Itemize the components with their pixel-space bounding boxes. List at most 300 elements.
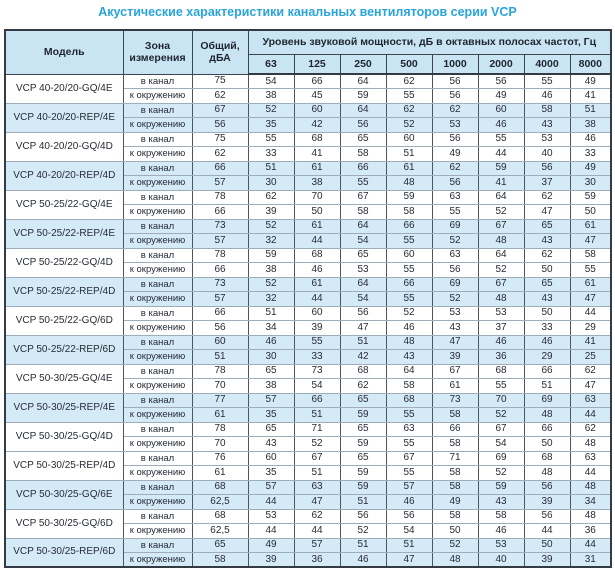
row-duct: [5, 190, 611, 205]
band-value-2000: 59: [478, 161, 524, 176]
band-value-250: 59: [340, 408, 386, 423]
total-dba-value: 62,5: [192, 495, 248, 510]
page-title: Акустические характеристики канальных вентиляторов серии VCP: [98, 5, 517, 19]
band-value-63: 62: [248, 190, 294, 205]
band-value-125: 61: [294, 277, 340, 292]
band-value-125: 63: [294, 480, 340, 495]
zone-label: в канал: [123, 248, 192, 263]
band-value-250: 51: [340, 495, 386, 510]
band-value-63: 32: [248, 292, 294, 307]
band-value-4000: 39: [524, 553, 570, 568]
band-value-4000: 50: [524, 538, 570, 553]
band-value-500: 67: [386, 451, 432, 466]
band-value-8000: 38: [570, 118, 611, 133]
band-value-2000: 60: [478, 103, 524, 118]
band-value-2000: 55: [478, 132, 524, 147]
band-value-1000: 63: [432, 190, 478, 205]
band-value-2000: 67: [478, 277, 524, 292]
band-value-4000: 66: [524, 364, 570, 379]
zone-label: к окружению: [123, 321, 192, 336]
band-value-4000: 50: [524, 306, 570, 321]
band-value-2000: 52: [478, 408, 524, 423]
band-value-125: 68: [294, 132, 340, 147]
band-value-125: 57: [294, 538, 340, 553]
band-value-8000: 36: [570, 524, 611, 539]
band-value-1000: 56: [432, 176, 478, 191]
band-value-8000: 29: [570, 321, 611, 336]
band-value-2000: 37: [478, 321, 524, 336]
header-freq-1000: 1000: [432, 54, 478, 74]
zone-label: в канал: [123, 219, 192, 234]
band-value-63: 39: [248, 553, 294, 568]
band-value-250: 47: [340, 321, 386, 336]
band-value-4000: 58: [524, 103, 570, 118]
row-duct: [5, 393, 611, 408]
band-value-250: 66: [340, 161, 386, 176]
total-dba-value: 68: [192, 480, 248, 495]
band-value-8000: 62: [570, 422, 611, 437]
band-value-63: 34: [248, 321, 294, 336]
band-value-63: 38: [248, 89, 294, 104]
band-value-1000: 53: [432, 118, 478, 133]
band-value-4000: 53: [524, 132, 570, 147]
total-dba-value: 65: [192, 538, 248, 553]
band-value-1000: 56: [432, 132, 478, 147]
band-value-2000: 46: [478, 524, 524, 539]
band-value-8000: 30: [570, 176, 611, 191]
band-value-125: 44: [294, 524, 340, 539]
band-value-2000: 46: [478, 118, 524, 133]
band-value-63: 51: [248, 161, 294, 176]
header-octave-bands: Уровень звуковой мощности, дБ в октавных полосах частот, Гц: [248, 30, 611, 54]
total-dba-value: 56: [192, 321, 248, 336]
zone-label: в канал: [123, 277, 192, 292]
band-value-125: 50: [294, 205, 340, 220]
total-dba-value: 51: [192, 350, 248, 365]
band-value-8000: 59: [570, 190, 611, 205]
band-value-1000: 63: [432, 248, 478, 263]
band-value-63: 57: [248, 480, 294, 495]
band-value-8000: 41: [570, 335, 611, 350]
band-value-8000: 48: [570, 437, 611, 452]
band-value-125: 46: [294, 263, 340, 278]
row-duct: [5, 103, 611, 118]
zone-label: в канал: [123, 364, 192, 379]
band-value-125: 52: [294, 437, 340, 452]
band-value-1000: 52: [432, 538, 478, 553]
header-freq-4000: 4000: [524, 54, 570, 74]
model-name: VCP 40-20/20-REP/4E: [5, 103, 123, 132]
band-value-8000: 61: [570, 277, 611, 292]
total-dba-value: 57: [192, 234, 248, 249]
model-name: VCP 50-30/25-GQ/6D: [5, 509, 123, 538]
band-value-8000: 25: [570, 350, 611, 365]
band-value-500: 68: [386, 393, 432, 408]
band-value-8000: 47: [570, 234, 611, 249]
band-value-125: 33: [294, 350, 340, 365]
band-value-4000: 43: [524, 118, 570, 133]
band-value-250: 59: [340, 89, 386, 104]
band-value-500: 66: [386, 219, 432, 234]
band-value-2000: 55: [478, 379, 524, 394]
total-dba-value: 67: [192, 103, 248, 118]
zone-label: в канал: [123, 103, 192, 118]
band-value-125: 61: [294, 219, 340, 234]
total-dba-value: 62: [192, 89, 248, 104]
band-value-4000: 50: [524, 263, 570, 278]
band-value-2000: 43: [478, 495, 524, 510]
model-name: VCP 50-25/22-REP/4D: [5, 277, 123, 306]
band-value-125: 39: [294, 321, 340, 336]
band-value-500: 55: [386, 437, 432, 452]
row-duct: [5, 364, 611, 379]
band-value-2000: 53: [478, 306, 524, 321]
model-name: VCP 40-20/20-REP/4D: [5, 161, 123, 190]
band-value-250: 52: [340, 524, 386, 539]
band-value-8000: 46: [570, 132, 611, 147]
band-value-4000: 55: [524, 74, 570, 89]
header-freq-500: 500: [386, 54, 432, 74]
band-value-4000: 56: [524, 509, 570, 524]
band-value-500: 66: [386, 277, 432, 292]
band-value-4000: 29: [524, 350, 570, 365]
band-value-250: 58: [340, 147, 386, 162]
band-value-2000: 41: [478, 176, 524, 191]
band-value-250: 59: [340, 480, 386, 495]
band-value-500: 61: [386, 161, 432, 176]
band-value-2000: 59: [478, 480, 524, 495]
band-value-125: 55: [294, 335, 340, 350]
band-value-250: 42: [340, 350, 386, 365]
band-value-63: 52: [248, 219, 294, 234]
band-value-4000: 48: [524, 466, 570, 481]
band-value-1000: 73: [432, 393, 478, 408]
model-name: VCP 50-30/25-REP/4D: [5, 451, 123, 480]
band-value-1000: 58: [432, 509, 478, 524]
zone-label: к окружению: [123, 89, 192, 104]
band-value-500: 54: [386, 524, 432, 539]
zone-label: к окружению: [123, 350, 192, 365]
band-value-63: 53: [248, 509, 294, 524]
band-value-1000: 39: [432, 350, 478, 365]
band-value-250: 51: [340, 335, 386, 350]
band-value-4000: 46: [524, 89, 570, 104]
band-value-250: 67: [340, 190, 386, 205]
band-value-1000: 49: [432, 495, 478, 510]
band-value-500: 60: [386, 132, 432, 147]
band-value-63: 30: [248, 176, 294, 191]
band-value-125: 68: [294, 248, 340, 263]
band-value-2000: 48: [478, 292, 524, 307]
band-value-250: 56: [340, 509, 386, 524]
header-freq-125: 125: [294, 54, 340, 74]
band-value-500: 62: [386, 74, 432, 89]
band-value-500: 64: [386, 364, 432, 379]
band-value-1000: 55: [432, 205, 478, 220]
model-name: VCP 50-30/25-REP/6D: [5, 538, 123, 567]
band-value-8000: 62: [570, 364, 611, 379]
band-value-8000: 49: [570, 74, 611, 89]
row-duct: [5, 480, 611, 495]
band-value-8000: 55: [570, 263, 611, 278]
band-value-8000: 34: [570, 495, 611, 510]
row-duct: [5, 509, 611, 524]
band-value-125: 51: [294, 408, 340, 423]
band-value-1000: 69: [432, 277, 478, 292]
band-value-1000: 52: [432, 292, 478, 307]
band-value-2000: 52: [478, 466, 524, 481]
band-value-500: 59: [386, 190, 432, 205]
band-value-4000: 62: [524, 248, 570, 263]
band-value-500: 55: [386, 263, 432, 278]
band-value-2000: 40: [478, 553, 524, 568]
band-value-63: 30: [248, 350, 294, 365]
band-value-4000: 66: [524, 422, 570, 437]
zone-label: к окружению: [123, 495, 192, 510]
total-dba-value: 76: [192, 451, 248, 466]
band-value-2000: 36: [478, 350, 524, 365]
total-dba-value: 78: [192, 248, 248, 263]
band-value-4000: 43: [524, 234, 570, 249]
zone-label: к окружению: [123, 292, 192, 307]
header-row-main: [5, 30, 611, 54]
row-duct: [5, 306, 611, 321]
band-value-1000: 56: [432, 89, 478, 104]
band-value-500: 51: [386, 147, 432, 162]
band-value-2000: 49: [478, 89, 524, 104]
band-value-500: 46: [386, 321, 432, 336]
band-value-500: 58: [386, 205, 432, 220]
header-freq-63: 63: [248, 54, 294, 74]
total-dba-value: 61: [192, 408, 248, 423]
band-value-8000: 33: [570, 147, 611, 162]
zone-label: к окружению: [123, 234, 192, 249]
zone-label: к окружению: [123, 437, 192, 452]
band-value-2000: 52: [478, 263, 524, 278]
band-value-1000: 56: [432, 263, 478, 278]
row-duct: [5, 451, 611, 466]
band-value-500: 56: [386, 509, 432, 524]
band-value-250: 65: [340, 248, 386, 263]
band-value-63: 46: [248, 335, 294, 350]
band-value-1000: 52: [432, 234, 478, 249]
zone-label: к окружению: [123, 205, 192, 220]
band-value-2000: 46: [478, 335, 524, 350]
band-value-125: 70: [294, 190, 340, 205]
band-value-8000: 44: [570, 538, 611, 553]
zone-label: к окружению: [123, 466, 192, 481]
band-value-1000: 61: [432, 379, 478, 394]
band-value-500: 55: [386, 234, 432, 249]
band-value-125: 60: [294, 306, 340, 321]
band-value-63: 52: [248, 103, 294, 118]
band-value-1000: 48: [432, 553, 478, 568]
band-value-125: 44: [294, 292, 340, 307]
band-value-125: 62: [294, 509, 340, 524]
band-value-500: 63: [386, 422, 432, 437]
band-value-250: 64: [340, 277, 386, 292]
band-value-1000: 43: [432, 321, 478, 336]
band-value-2000: 69: [478, 451, 524, 466]
band-value-4000: 44: [524, 524, 570, 539]
total-dba-value: 66: [192, 205, 248, 220]
zone-label: к окружению: [123, 524, 192, 539]
zone-label: к окружению: [123, 379, 192, 394]
total-dba-value: 73: [192, 277, 248, 292]
model-name: VCP 50-25/22-REP/4E: [5, 219, 123, 248]
band-value-4000: 40: [524, 147, 570, 162]
model-name: VCP 40-20/20-GQ/4E: [5, 74, 123, 103]
band-value-250: 56: [340, 118, 386, 133]
total-dba-value: 58: [192, 553, 248, 568]
band-value-2000: 67: [478, 422, 524, 437]
band-value-125: 61: [294, 161, 340, 176]
band-value-1000: 53: [432, 306, 478, 321]
band-value-4000: 46: [524, 335, 570, 350]
model-name: VCP 50-25/22-GQ/6D: [5, 306, 123, 335]
model-name: VCP 50-25/22-REP/6D: [5, 335, 123, 364]
band-value-8000: 48: [570, 509, 611, 524]
band-value-500: 52: [386, 118, 432, 133]
band-value-2000: 58: [478, 509, 524, 524]
row-duct: [5, 277, 611, 292]
zone-label: в канал: [123, 422, 192, 437]
band-value-500: 46: [386, 495, 432, 510]
band-value-250: 59: [340, 437, 386, 452]
total-dba-value: 61: [192, 466, 248, 481]
zone-label: к окружению: [123, 408, 192, 423]
band-value-250: 53: [340, 263, 386, 278]
band-value-4000: 56: [524, 480, 570, 495]
band-value-250: 56: [340, 306, 386, 321]
band-value-250: 54: [340, 234, 386, 249]
header-freq-2000: 2000: [478, 54, 524, 74]
band-value-4000: 43: [524, 292, 570, 307]
zone-label: в канал: [123, 509, 192, 524]
band-value-125: 45: [294, 89, 340, 104]
band-value-1000: 67: [432, 364, 478, 379]
band-value-63: 52: [248, 277, 294, 292]
band-value-250: 62: [340, 379, 386, 394]
band-value-1000: 58: [432, 466, 478, 481]
row-duct: [5, 161, 611, 176]
header-freq-250: 250: [340, 54, 386, 74]
band-value-250: 64: [340, 219, 386, 234]
zone-label: к окружению: [123, 118, 192, 133]
total-dba-value: 62,5: [192, 524, 248, 539]
band-value-500: 55: [386, 408, 432, 423]
band-value-2000: 70: [478, 393, 524, 408]
band-value-63: 54: [248, 74, 294, 89]
band-value-63: 35: [248, 118, 294, 133]
total-dba-value: 77: [192, 393, 248, 408]
total-dba-value: 56: [192, 118, 248, 133]
band-value-8000: 63: [570, 451, 611, 466]
band-value-2000: 56: [478, 74, 524, 89]
band-value-250: 59: [340, 466, 386, 481]
zone-label: в канал: [123, 538, 192, 553]
row-duct: [5, 132, 611, 147]
band-value-8000: 51: [570, 103, 611, 118]
band-value-125: 44: [294, 234, 340, 249]
band-value-500: 60: [386, 248, 432, 263]
header-total-dba: Общий, дБА: [192, 30, 248, 74]
total-dba-value: 62: [192, 147, 248, 162]
band-value-8000: 47: [570, 292, 611, 307]
band-value-2000: 64: [478, 248, 524, 263]
band-value-500: 48: [386, 335, 432, 350]
band-value-1000: 62: [432, 161, 478, 176]
row-duct: [5, 248, 611, 263]
header-freq-8000: 8000: [570, 54, 611, 74]
band-value-63: 32: [248, 234, 294, 249]
band-value-1000: 71: [432, 451, 478, 466]
band-value-250: 68: [340, 364, 386, 379]
band-value-125: 51: [294, 466, 340, 481]
band-value-2000: 67: [478, 219, 524, 234]
band-value-250: 51: [340, 538, 386, 553]
band-value-500: 55: [386, 292, 432, 307]
band-value-250: 58: [340, 205, 386, 220]
band-value-63: 44: [248, 495, 294, 510]
band-value-63: 43: [248, 437, 294, 452]
band-value-8000: 47: [570, 379, 611, 394]
band-value-1000: 58: [432, 437, 478, 452]
band-value-125: 38: [294, 176, 340, 191]
band-value-500: 57: [386, 480, 432, 495]
row-duct: [5, 422, 611, 437]
band-value-125: 71: [294, 422, 340, 437]
band-value-63: 39: [248, 205, 294, 220]
zone-label: в канал: [123, 306, 192, 321]
band-value-1000: 69: [432, 219, 478, 234]
total-dba-value: 68: [192, 509, 248, 524]
band-value-125: 67: [294, 451, 340, 466]
zone-label: в канал: [123, 161, 192, 176]
band-value-500: 51: [386, 538, 432, 553]
band-value-500: 55: [386, 466, 432, 481]
band-value-250: 65: [340, 451, 386, 466]
band-value-4000: 68: [524, 451, 570, 466]
band-value-63: 38: [248, 263, 294, 278]
total-dba-value: 66: [192, 306, 248, 321]
band-value-250: 64: [340, 74, 386, 89]
band-value-8000: 61: [570, 219, 611, 234]
band-value-4000: 69: [524, 393, 570, 408]
band-value-250: 65: [340, 132, 386, 147]
band-value-250: 65: [340, 393, 386, 408]
band-value-125: 60: [294, 103, 340, 118]
band-value-250: 54: [340, 292, 386, 307]
band-value-63: 57: [248, 393, 294, 408]
band-value-63: 44: [248, 524, 294, 539]
band-value-4000: 56: [524, 161, 570, 176]
band-value-1000: 49: [432, 147, 478, 162]
band-value-4000: 37: [524, 176, 570, 191]
band-value-4000: 65: [524, 277, 570, 292]
band-value-1000: 56: [432, 74, 478, 89]
band-value-4000: 39: [524, 495, 570, 510]
band-value-500: 43: [386, 350, 432, 365]
band-value-4000: 50: [524, 437, 570, 452]
band-value-2000: 53: [478, 538, 524, 553]
band-value-2000: 64: [478, 190, 524, 205]
band-value-125: 66: [294, 393, 340, 408]
band-value-63: 65: [248, 422, 294, 437]
band-value-63: 49: [248, 538, 294, 553]
band-value-4000: 65: [524, 219, 570, 234]
table-header: [5, 30, 611, 74]
